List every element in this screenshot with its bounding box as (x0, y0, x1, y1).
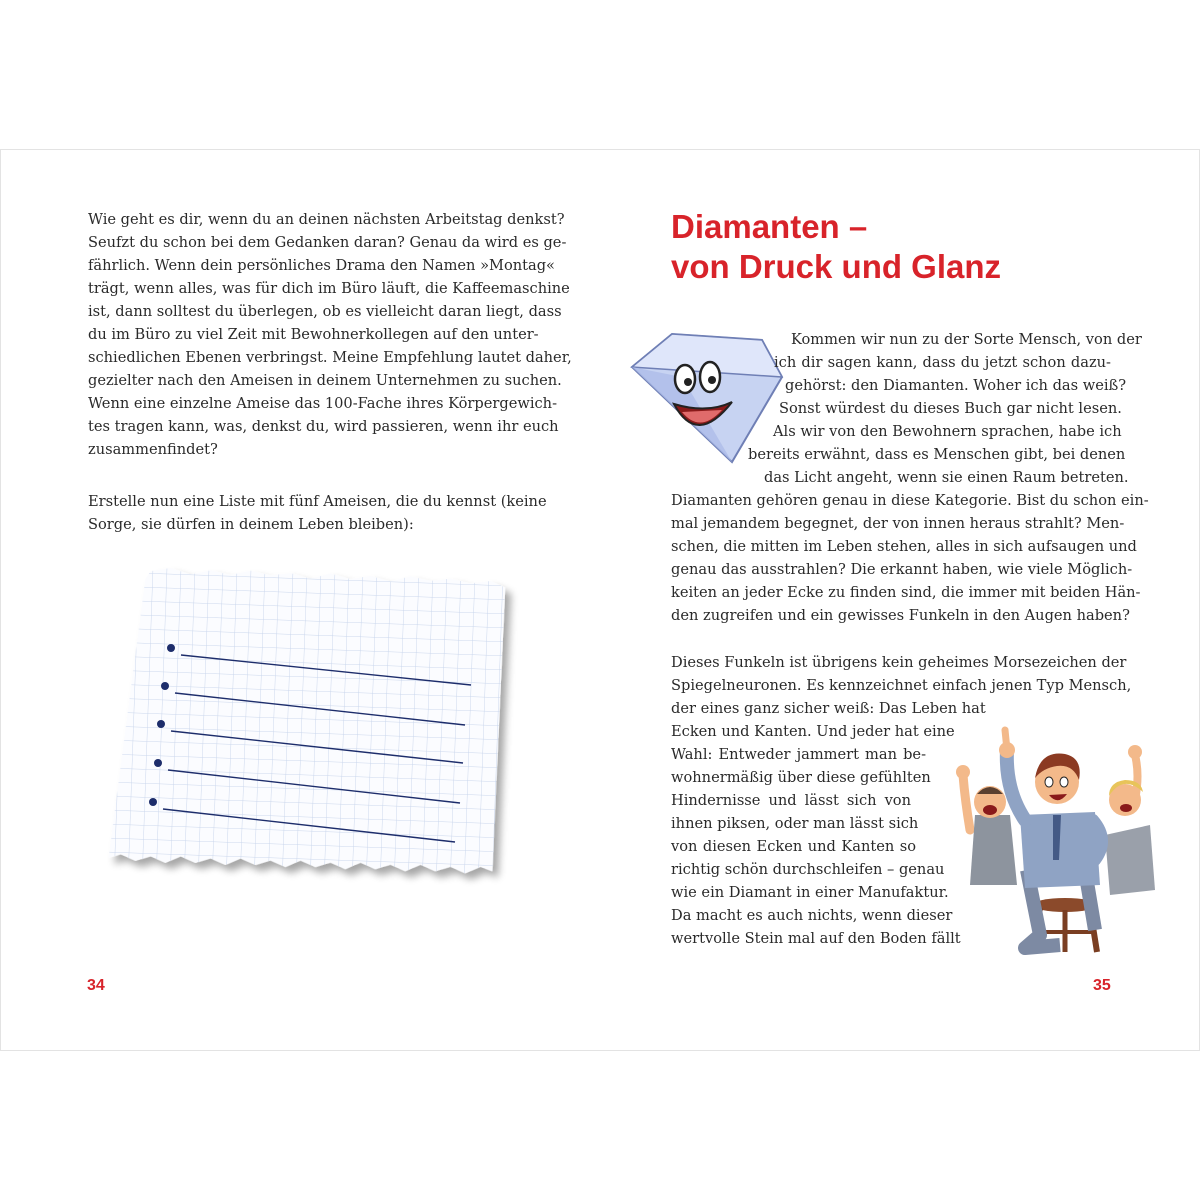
bullet-dot (149, 798, 157, 806)
person-right (1105, 745, 1155, 895)
notepad-sheet (108, 566, 505, 874)
text-line: tes tragen kann, was, denkst du, wird passieren, wenn ihr euch (88, 418, 559, 435)
text-line: Wie geht es dir, wenn du an deinen nächsten Arbeitstag denkst? (88, 211, 565, 228)
right-paragraph-1b (671, 489, 1149, 627)
text-line: ich dir sagen kann, dass du jetzt schon dazu- (774, 354, 1111, 371)
text-line: wertvolle Stein mal auf den Boden fällt (671, 930, 961, 947)
text-line: genau das ausstrahlen? Die erkannt haben, wie viele Möglich- (671, 561, 1133, 578)
text-line: Spiegelneuronen. Es kennzeichnet einfach jenen Typ Mensch, (671, 677, 1132, 694)
text-line: Hindernisse und lässt sich von (671, 792, 911, 809)
text-line: bereits erwähnt, dass es Menschen gibt, bei denen (748, 446, 1126, 463)
text-line: zusammenfindet? (88, 441, 218, 458)
page-number-left: 34 (87, 977, 105, 994)
text-line: Erstelle nun eine Liste mit fünf Ameisen, die du kennst (keine (88, 493, 547, 510)
text-line: Sorge, sie dürfen in deinem Leben bleiben): (88, 516, 414, 533)
text-line: den zugreifen und ein gewisses Funkeln in den Augen haben? (671, 607, 1130, 624)
text-line: du im Büro zu viel Zeit mit Bewohnerkollegen auf den unter- (88, 326, 539, 343)
bullet-dot (161, 682, 169, 690)
text-line: gehörst: den Diamanten. Woher ich das weiß? (785, 377, 1127, 394)
text-line: keiten an jeder Ecke zu finden sind, die immer mit beiden Hän- (671, 584, 1141, 601)
heading-line: Diamanten – (671, 208, 868, 245)
left-paragraph-1 (88, 208, 572, 461)
bullet-dot (154, 759, 162, 767)
text-line: ihnen piksen, oder man lässt sich (671, 815, 919, 832)
text-line: Dieses Funkeln ist übrigens kein geheimes Morsezeichen der (671, 654, 1127, 671)
text-line: Seufzt du schon bei dem Gedanken daran? Genau da wird es ge- (88, 234, 567, 251)
text-line: trägt, wenn alles, was für dich im Büro läuft, die Kaffeemaschine (88, 280, 570, 297)
text-line: der eines ganz sicher weiß: Das Leben hat (671, 700, 986, 717)
page-number-right: 35 (1093, 977, 1111, 994)
text-line: Sonst würdest du dieses Buch gar nicht lesen. (779, 400, 1122, 417)
bullet-dot (167, 644, 175, 652)
cheering-people-illustration (945, 720, 1175, 955)
right-paragraph-2b (671, 697, 986, 950)
text-line: Diamanten gehören genau in diese Kategorie. Bist du schon ein- (671, 492, 1149, 509)
heading-line: von Druck und Glanz (671, 248, 1002, 285)
text-line: Als wir von den Bewohnern sprachen, habe ich (773, 423, 1122, 440)
text-line: Da macht es auch nichts, wenn dieser (671, 907, 953, 924)
text-line: wie ein Diamant in einer Manufaktur. (671, 884, 949, 901)
text-line: ist, dann solltest du überlegen, ob es vielleicht daran liegt, dass (88, 303, 562, 320)
right-paragraph-1a (748, 328, 1142, 489)
person-center (999, 730, 1102, 948)
text-line: richtig schön durchschleifen – genau (671, 861, 945, 878)
bullet-dot (157, 720, 165, 728)
right-paragraph-2a (671, 651, 1132, 697)
text-line: Kommen wir nun zu der Sorte Mensch, von der (791, 331, 1142, 348)
text-line: schen, die mitten im Leben stehen, alles in sich aufsaugen und (671, 538, 1137, 555)
text-line: das Licht angeht, wenn sie einen Raum betreten. (764, 469, 1129, 486)
text-line: Wenn eine einzelne Ameise das 100-Fache ihres Körpergewich- (88, 395, 557, 412)
chapter-heading (671, 207, 1001, 287)
text-line: von diesen Ecken und Kanten so (671, 838, 916, 855)
notepad-illustration (105, 565, 525, 905)
text-line: Ecken und Kanten. Und jeder hat eine (671, 723, 955, 740)
text-line: mal jemandem begegnet, der von innen heraus strahlt? Men- (671, 515, 1125, 532)
text-line: schiedlichen Ebenen verbringst. Meine Empfehlung lautet daher, (88, 349, 572, 366)
left-paragraph-2 (88, 490, 547, 536)
text-line: gezielter nach den Ameisen in deinem Unternehmen zu suchen. (88, 372, 562, 389)
text-line: fährlich. Wenn dein persönliches Drama den Namen »Montag« (88, 257, 555, 274)
text-line: Wahl: Entweder jammert man be- (671, 746, 926, 763)
text-line: wohnermäßig über diese gefühlten (671, 769, 931, 786)
